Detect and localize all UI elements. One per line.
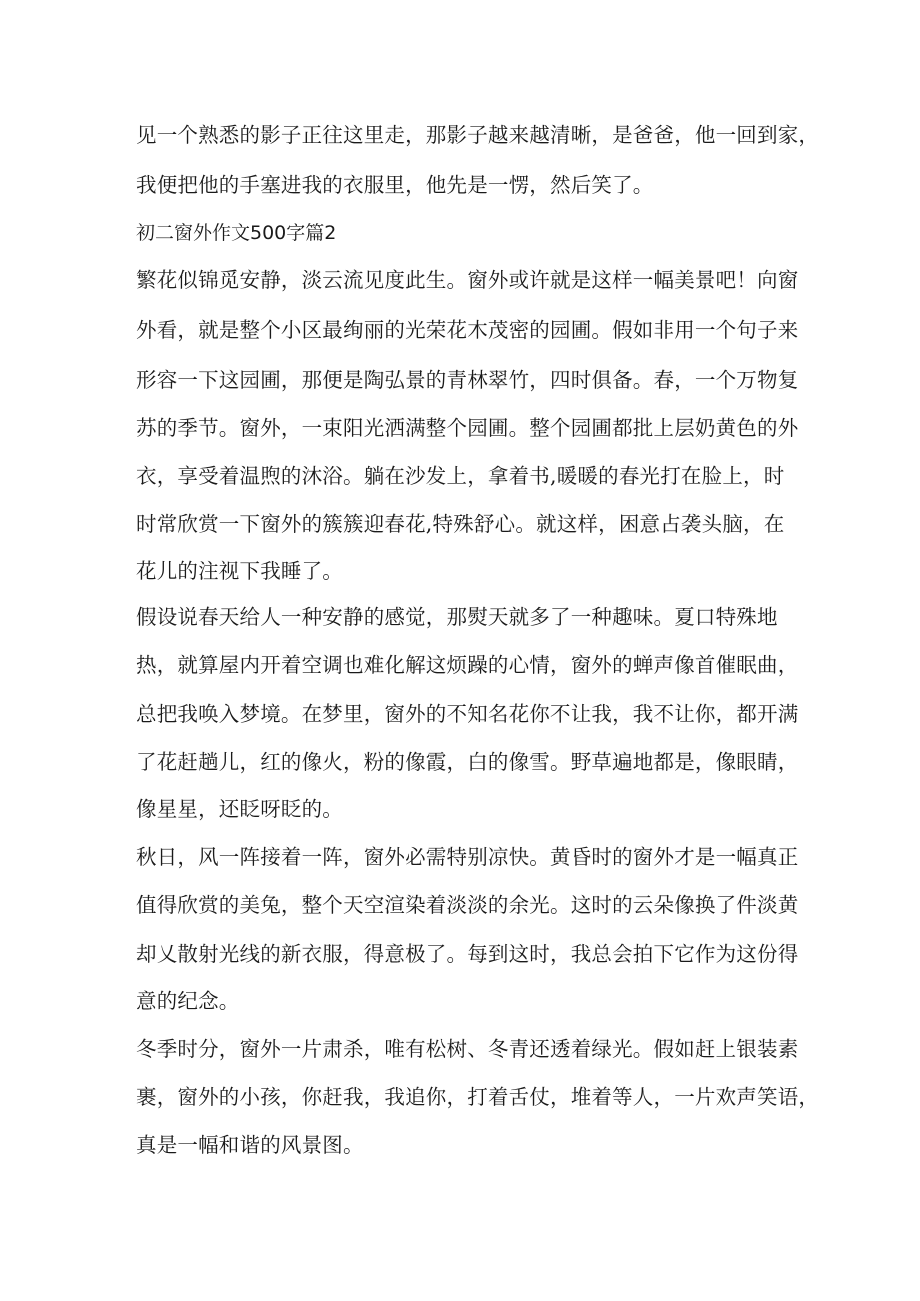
paragraph-3-line: 秋日，风一阵接着一阵，窗外必需特别凉快。黄昏时的窗外才是一幅真正 xyxy=(136,845,799,869)
paragraph-1-line: 外看，就是整个小区最绚丽的光荣花木茂密的园圃。假如非用一个句子来 xyxy=(136,318,799,342)
paragraph-1-line: 苏的季节。窗外，一束阳光洒满整个园圃。整个园圃都批上层奶黄色的外 xyxy=(136,416,799,440)
paragraph-1-line: 形容一下这园圃，那便是陶弘景的青林翠竹，四时俱备。春，一个万物复 xyxy=(136,368,799,392)
paragraph-2-line: 假设说春天给人一种安静的感觉，那熨天就多了一种趣味。夏口特殊地 xyxy=(136,605,778,629)
paragraph-3-line: 意的纪念。 xyxy=(136,989,240,1013)
paragraph-1-line: 花儿的注视下我睡了。 xyxy=(136,559,343,583)
section-title: 初二窗外作文500字篇2 xyxy=(136,222,337,244)
paragraph-1-line: 时常欣赏一下窗外的簇簇迎春花,特殊舒心。就这样，困意占袭头脑，在 xyxy=(136,512,785,536)
paragraph-4-line: 裹，窗外的小孩，你赶我，我追你，打着舌仗，堆着等人，一片欢声笑语， xyxy=(136,1085,820,1109)
paragraph-1-line: 衣，享受着温煦的沐浴。躺在沙发上，拿着书,暖暖的春光打在脸上，时 xyxy=(136,464,785,488)
paragraph-1-line: 繁花似锦觅安静，淡云流见度此生。窗外或许就是这样一幅美景吧！向窗 xyxy=(136,268,799,292)
paragraph-3-line: 值得欣赏的美兔，整个天空渲染着淡淡的余光。这时的云朵像换了件淡黄 xyxy=(136,893,799,917)
paragraph-2-line: 热，就算屋内开着空调也难化解这烦躁的心情，窗外的蝉声像首催眠曲， xyxy=(136,653,799,677)
paragraph-3-line: 却乂散射光线的新衣服，得意极了。每到这时，我总会拍下它作为这份得 xyxy=(136,942,799,966)
intro-line: 见一个熟悉的影子正往这里走，那影子越来越清晰，是爸爸，他一回到家， xyxy=(136,123,820,147)
paragraph-2-line: 总把我唤入梦境。在梦里，窗外的不知名花你不让我，我不让你，都开满 xyxy=(136,702,799,726)
paragraph-4-line: 冬季时分，窗外一片肃杀，唯有松树、冬青还透着绿光。假如赶上银装素 xyxy=(136,1037,799,1061)
paragraph-2-line: 像星星，还眨呀眨的。 xyxy=(136,797,343,821)
paragraph-4-line: 真是一幅和谐的风景图。 xyxy=(136,1133,364,1157)
intro-line: 我便把他的手塞进我的衣服里，他先是一愣，然后笑了。 xyxy=(136,173,654,197)
paragraph-2-line: 了花赶趟儿，红的像火，粉的像霞，白的像雪。野草遍地都是，像眼睛， xyxy=(136,750,799,774)
